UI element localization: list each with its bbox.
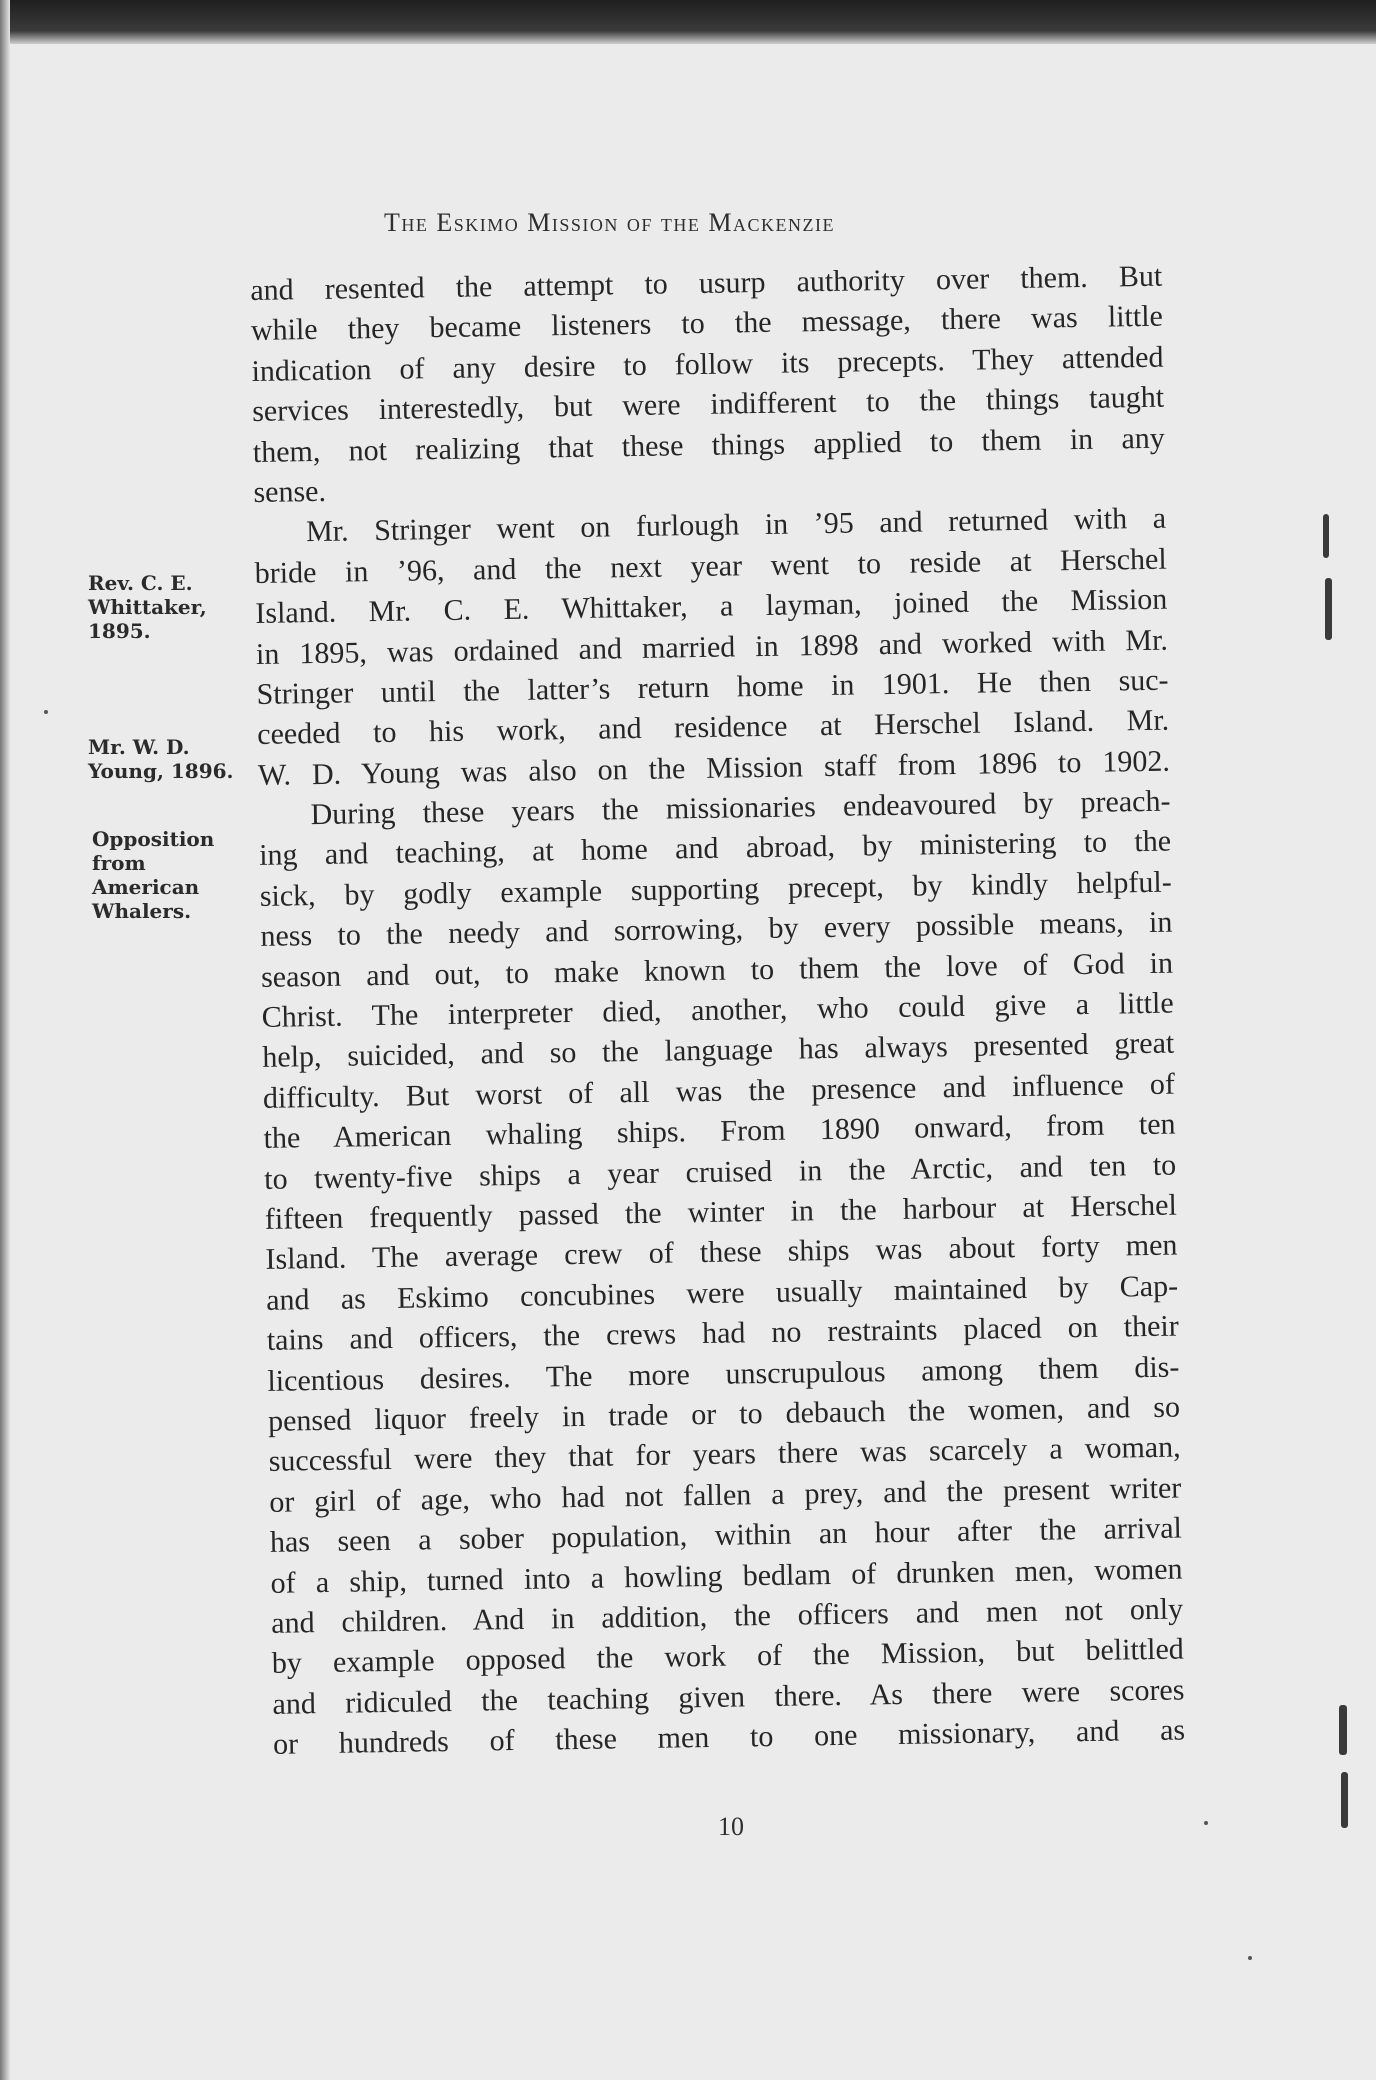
text-line: ceeded to his work, and residence at Herschel Island. Mr. [257,703,1170,752]
text-line: and ridiculed the teaching given there. As there were scores [272,1673,1185,1721]
text-line: licentious desires. The more unscrupulous among them dis- [267,1350,1180,1398]
scan-speck [1248,1956,1252,1960]
scan-top-border [0,0,1376,44]
text-line: W. D. Young was also on the Mission staff from 1896 to 1902. [257,744,1171,792]
text-line: has seen a sober population, within an hour after the arrival [269,1511,1183,1559]
margin-note-line: from [92,851,146,875]
text-line: season and out, to make known to them the love of God in [260,946,1174,994]
text-line: or hundreds of these men to one missionary, and as [272,1713,1186,1761]
text-line: bride in ’96, and the next year went to reside at Herschel [254,542,1167,590]
show-through-mark [1341,1772,1348,1828]
text-line: sick, by godly example supporting precept, by kindly helpful- [259,865,1172,913]
text-line: the American whaling ships. From 1890 onward, from ten [263,1107,1176,1156]
text-line: pensed liquor freely in trade or to debauch the women, and so [267,1390,1181,1438]
page-number: 10 [718,1812,744,1841]
margin-note-line: American [92,875,200,899]
text-line: by example opposed the work of the Mission, but belittled [271,1632,1185,1681]
text-line: help, suicided, and so the language has always presented great [262,1027,1175,1075]
margin-note-whittaker [88,571,207,643]
text-line: services interestedly, but were indifferent to the things taught [251,380,1165,429]
text-line: Mr. Stringer went on furlough in ’95 and returned with a [305,501,1167,549]
text-line: tains and officers, the crews had no restraints placed on their [266,1309,1179,1358]
scan-speck [44,710,48,714]
text-line: Island. The average crew of these ships was about forty men [265,1228,1178,1277]
text-line: and resented the attempt to usurp authority over them. But [250,259,1163,307]
text-line: indication of any desire to follow its precepts. They attended [251,340,1164,388]
text-line: sense. [253,474,327,509]
margin-note-line: Rev. C. E. [88,571,193,595]
text-line: and as Eskimo concubines were usually maintained by Cap- [265,1269,1179,1317]
show-through-mark [1339,1705,1347,1755]
scan-left-edge [0,0,10,2080]
text-line: ing and teaching, at home and abroad, by ministering to the [258,825,1172,873]
margin-note-line: Young, 1896. [88,759,234,783]
margin-note-line: Whalers. [92,899,192,923]
margin-note-line: Mr. W. D. [88,735,190,759]
text-line: and children. And in addition, the officers and men not only [270,1592,1184,1640]
text-line: During these years the missionaries endeavoured by preach- [310,784,1171,832]
text-line: fifteen frequently passed the winter in the harbour at Herschel [264,1188,1178,1236]
text-line: while they became listeners to the message, there was little [250,300,1164,348]
margin-note-opposition [92,827,214,923]
show-through-mark [1323,514,1329,558]
margin-note-line: Whittaker, [88,595,207,619]
running-head: The Eskimo Mission of the Mackenzie [384,208,835,237]
margin-note-line: 1895. [88,619,151,643]
margin-note-line: Opposition [92,827,215,851]
text-line: of a ship, turned into a howling bedlam of drunken men, women [270,1552,1183,1600]
text-line: Stringer until the latter’s return home in 1901. He then suc- [256,663,1169,711]
text-line: them, not realizing that these things applied to them in any [252,421,1165,469]
show-through-mark [1325,578,1332,640]
margin-note-young [88,735,234,783]
scan-speck [1204,1821,1208,1825]
text-line: Christ. The interpreter died, another, who could give a little [261,986,1174,1034]
text-line: to twenty-five ships a year cruised in the Arctic, and ten to [264,1148,1177,1196]
text-line: Island. Mr. C. E. Whittaker, a layman, joined the Mission [255,582,1168,631]
text-line: or girl of age, who had not fallen a prey, and the present writer [269,1471,1182,1519]
text-line: ness to the needy and sorrowing, by every possible means, in [260,905,1173,954]
text-line: in 1895, was ordained and married in 1898 and worked with Mr. [255,623,1169,671]
text-line: successful were they that for years there was scarcely a woman, [268,1430,1181,1479]
body-text [250,257,1185,1766]
text-line: difficulty. But worst of all was the presence and influence of [262,1067,1176,1115]
